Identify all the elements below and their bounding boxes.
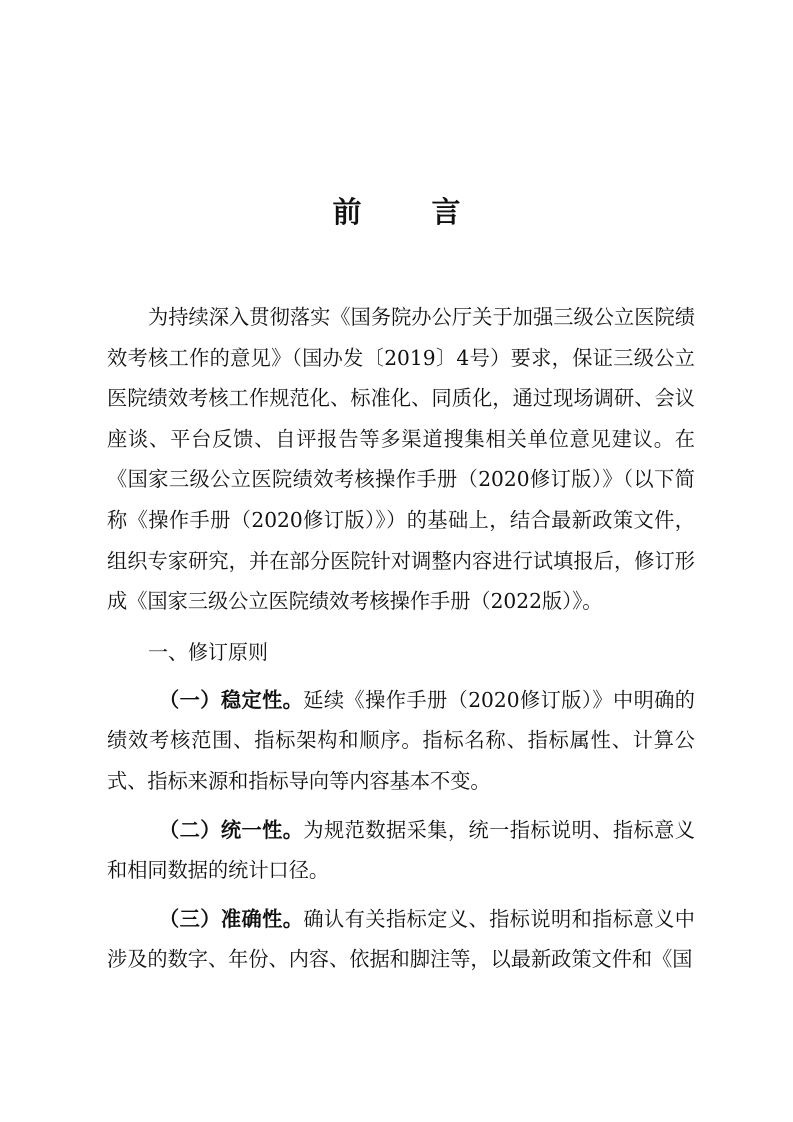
- principle-uniformity: [107, 810, 695, 891]
- principle-accuracy: [107, 899, 695, 980]
- page-title: 前 言: [332, 195, 491, 229]
- principle-title: （三）准确性。: [159, 906, 304, 931]
- section-heading: 一、修订原则: [148, 639, 268, 664]
- principle-title: （一）稳定性。: [159, 687, 304, 712]
- principle-text: 为规范数据采集，统一指标说明、指标意义和相同数据的统计口径。: [107, 817, 695, 883]
- intro-paragraph: 为持续深入贯彻落实《国务院办公厅关于加强三级公立医院绩效考核工作的意见》（国办发〔2019〕4号）要求，保证三级公立医院绩效考核工作规范化、标准化、同质化，通过现场调研、会议座谈、平台反馈、自评报告等多渠道搜集相关单位意见建议。在《国家三级公立医院绩效考核操作手册（2020修订版）》（以下简称《操作手册（2020修订版）》）的基础上，结合最新政策文件，组织专家研究，并在部分医院针对调整内容进行试填报后，修订形成《国家三级公立医院绩效考核操作手册（2022版）》。: [107, 305, 695, 614]
- document-body: [107, 297, 695, 980]
- principle-text: 延续《操作手册（2020修订版）》中明确的绩效考核范围、指标架构和顺序。指标名称、指标属性、计算公式、指标来源和指标导向等内容基本不变。: [107, 687, 695, 793]
- principle-text: 确认有关指标定义、指标说明和指标意义中涉及的数字、年份、内容、依据和脚注等，以最新政策文件和《国: [107, 906, 695, 972]
- principle-title: （二）统一性。: [159, 817, 304, 842]
- principle-stability: [107, 680, 695, 802]
